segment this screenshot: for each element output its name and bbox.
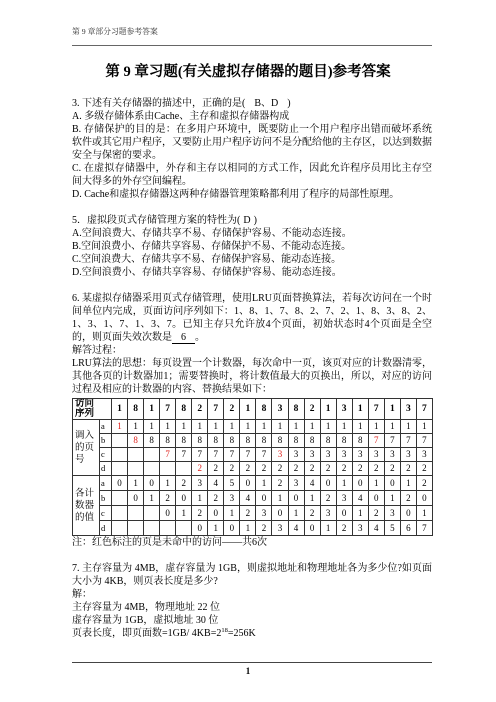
table-cell: 1 xyxy=(208,521,224,536)
sequence-header-label-text: 访问序列 xyxy=(75,399,95,419)
table-cell xyxy=(112,462,128,476)
table-cell: 2 xyxy=(352,462,368,476)
table-cell: 4 xyxy=(208,476,224,491)
table-cell: 1 xyxy=(352,506,368,521)
sequence-cell: 1 xyxy=(112,399,128,420)
table-cell: 2 xyxy=(160,491,176,506)
table-cell: 8 xyxy=(288,434,304,448)
table-cell: 1 xyxy=(288,420,304,434)
table-cell: 3 xyxy=(368,448,384,462)
group-label xyxy=(73,476,100,536)
table-row xyxy=(73,491,433,506)
question-3 xyxy=(72,97,432,201)
table-cell: 1 xyxy=(416,506,432,521)
table-cell: 2 xyxy=(384,462,400,476)
table-cell xyxy=(128,448,144,462)
table-cell: 7 xyxy=(240,448,256,462)
table-cell: 1 xyxy=(304,420,320,434)
footer-rule xyxy=(72,662,432,663)
table-cell: 2 xyxy=(288,462,304,476)
table-cell: 6 xyxy=(400,521,416,536)
table-cell: 0 xyxy=(256,491,272,506)
table-cell xyxy=(144,448,160,462)
frame-label: c xyxy=(100,448,112,462)
table-cell xyxy=(112,506,128,521)
table-cell: 3 xyxy=(320,448,336,462)
table-cell xyxy=(176,521,192,536)
table-cell: 3 xyxy=(352,448,368,462)
table-cell: 4 xyxy=(352,491,368,506)
table-cell: 1 xyxy=(208,420,224,434)
table-cell: 4 xyxy=(304,476,320,491)
question-3-option-b: B. 存储保护的目的是：在多用户环境中，既要防止一个用户程序出错而破坏系统软件或其它用户程序，又要防止用户程序访问不是分配给他的主存区，以达到数据安全与保密的要求。 xyxy=(72,124,432,161)
table-cell: 0 xyxy=(368,491,384,506)
table-cell xyxy=(128,521,144,536)
question-5-option-d: D.空间浪费小、存储共享容易、存储保护容易、能动态连接。 xyxy=(72,267,342,278)
question-5-answer: D xyxy=(243,215,251,226)
table-cell: 3 xyxy=(272,521,288,536)
table-row xyxy=(73,521,433,536)
page-title: 第 9 章习题(有关虚拟存储器的题目)参考答案 xyxy=(105,64,391,80)
table-cell: 7 xyxy=(256,448,272,462)
table-cell: 1 xyxy=(256,476,272,491)
group-label-text: 调入的页号 xyxy=(75,430,95,465)
sequence-cell: 7 xyxy=(208,399,224,420)
question-5-option-b: B.空间浪费小、存储共享容易、存储保护不易、不能动态连接。 xyxy=(72,241,352,252)
table-cell: 0 xyxy=(224,521,240,536)
table-cell: 0 xyxy=(112,476,128,491)
table-cell: 1 xyxy=(192,420,208,434)
question-7-solution-heading: 解： xyxy=(72,589,92,600)
sequence-cell: 2 xyxy=(224,399,240,420)
table-cell: 2 xyxy=(320,462,336,476)
frame-label: a xyxy=(100,420,112,434)
table-cell: 1 xyxy=(144,420,160,434)
pages-formula-exponent: 18 xyxy=(221,627,228,634)
lru-table-header-row xyxy=(73,399,433,420)
question-6-stem xyxy=(72,292,432,344)
question-5-stem-end: ) xyxy=(253,215,257,226)
table-cell: 0 xyxy=(144,476,160,491)
table-cell: 0 xyxy=(160,506,176,521)
table-cell: 3 xyxy=(336,448,352,462)
table-cell: 3 xyxy=(288,476,304,491)
table-cell xyxy=(128,462,144,476)
table-cell: 0 xyxy=(416,491,432,506)
question-7 xyxy=(72,562,432,640)
table-cell: 3 xyxy=(288,448,304,462)
table-cell: 1 xyxy=(320,420,336,434)
question-5-option-a: A.空间浪费大、存储共享不易、存储保护容易、不能动态连接。 xyxy=(72,228,352,239)
table-cell: 2 xyxy=(400,462,416,476)
sequence-cell: 2 xyxy=(304,399,320,420)
header-rule xyxy=(72,45,432,46)
table-cell: 3 xyxy=(352,521,368,536)
table-cell xyxy=(144,521,160,536)
table-cell: 2 xyxy=(336,521,352,536)
sequence-cell: 1 xyxy=(384,399,400,420)
table-cell: 1 xyxy=(400,420,416,434)
table-cell: 8 xyxy=(208,434,224,448)
question-7-line-pages xyxy=(72,627,432,640)
table-cell: 5 xyxy=(384,521,400,536)
sequence-cell: 3 xyxy=(336,399,352,420)
lru-table-body xyxy=(73,420,433,536)
table-cell: 7 xyxy=(192,448,208,462)
table-row xyxy=(73,448,433,462)
miss-cell: 7 xyxy=(160,448,176,462)
table-cell: 8 xyxy=(320,434,336,448)
table-cell: 4 xyxy=(240,491,256,506)
table-cell: 1 xyxy=(272,491,288,506)
table-cell: 1 xyxy=(352,420,368,434)
table-cell: 3 xyxy=(416,448,432,462)
sequence-cell: 1 xyxy=(144,399,160,420)
question-3-stem-end: ) xyxy=(287,98,291,109)
question-7-line-physical: 主存容量为 4MB，物理地址 22 位 xyxy=(72,602,221,613)
table-cell: 7 xyxy=(176,448,192,462)
sequence-cell: 8 xyxy=(176,399,192,420)
table-cell xyxy=(160,462,176,476)
table-cell: 1 xyxy=(336,420,352,434)
table-cell: 0 xyxy=(208,506,224,521)
sequence-cell: 7 xyxy=(416,399,432,420)
miss-cell: 8 xyxy=(128,434,144,448)
sequence-header-label xyxy=(73,399,112,420)
table-cell: 3 xyxy=(384,448,400,462)
table-cell: 0 xyxy=(192,521,208,536)
sequence-cell: 2 xyxy=(192,399,208,420)
question-3-stem-text: 3. 下述有关存储器的描述中，正确的是( xyxy=(72,98,246,109)
table-cell: 0 xyxy=(240,476,256,491)
table-cell: 8 xyxy=(192,434,208,448)
table-cell: 2 xyxy=(400,491,416,506)
table-cell: 0 xyxy=(304,521,320,536)
group-label xyxy=(73,420,100,476)
table-cell: 8 xyxy=(256,434,272,448)
table-cell: 1 xyxy=(384,420,400,434)
table-cell: 1 xyxy=(128,476,144,491)
question-3-option-d: D. Cache和虚拟存储器这两种存储器管理策略都利用了程序的局部性原理。 xyxy=(72,189,400,200)
table-cell: 2 xyxy=(208,462,224,476)
table-cell: 2 xyxy=(272,476,288,491)
table-row xyxy=(73,476,433,491)
running-header: 第 9 章部分习题参考答案 xyxy=(72,27,158,36)
table-cell: 2 xyxy=(272,462,288,476)
miss-cell: 7 xyxy=(368,434,384,448)
question-3-option-a: A. 多级存储体系由Cache、主存和虚拟存储器构成 xyxy=(72,111,290,122)
table-cell xyxy=(128,506,144,521)
miss-cell: 2 xyxy=(192,462,208,476)
table-cell: 7 xyxy=(384,434,400,448)
question-5-option-c: C.空间浪费大、存储共享不易、存储保护容易、能动态连接。 xyxy=(72,254,342,265)
frame-label: d xyxy=(100,521,112,536)
table-cell: 8 xyxy=(304,434,320,448)
table-cell: 1 xyxy=(224,506,240,521)
table-cell: 8 xyxy=(352,434,368,448)
miss-cell: 3 xyxy=(272,448,288,462)
table-cell: 0 xyxy=(352,476,368,491)
table-cell: 8 xyxy=(272,434,288,448)
page-number: 1 xyxy=(245,666,251,676)
table-cell: 2 xyxy=(368,462,384,476)
table-cell: 1 xyxy=(256,420,272,434)
table-cell: 8 xyxy=(224,434,240,448)
pages-formula-suffix: =256K xyxy=(227,628,256,639)
table-cell xyxy=(144,462,160,476)
table-cell: 2 xyxy=(336,462,352,476)
question-7-stem: 7. 主存容量为 4MB，虚存容量为 1GB，则虚拟地址和物理地址各为多少位?如页面大小为 4KB，则页表长度是多少? xyxy=(72,563,432,587)
question-6 xyxy=(72,292,432,549)
table-cell: 1 xyxy=(160,420,176,434)
question-3-stem xyxy=(72,97,432,110)
question-5 xyxy=(72,214,432,279)
table-row xyxy=(73,462,433,476)
table-cell: 1 xyxy=(160,476,176,491)
question-6-explanation: LRU算法的思想：每页设置一个计数器，每次命中一页，该页对应的计数器清零，其他各页的计数器加1；需要替换时，将计数值最大的页换出，所以，对应的访问过程及相应的计数器的内容、替换结果如下： xyxy=(72,358,432,395)
sequence-cell: 7 xyxy=(160,399,176,420)
table-cell: 3 xyxy=(336,491,352,506)
sequence-cell: 3 xyxy=(400,399,416,420)
table-cell: 1 xyxy=(416,420,432,434)
document-body xyxy=(72,97,432,640)
table-cell: 0 xyxy=(336,506,352,521)
table-cell: 4 xyxy=(368,521,384,536)
table-cell: 7 xyxy=(400,434,416,448)
table-cell: 1 xyxy=(240,521,256,536)
table-row xyxy=(73,506,433,521)
sequence-cell: 8 xyxy=(256,399,272,420)
table-cell: 7 xyxy=(224,448,240,462)
table-cell: 3 xyxy=(224,491,240,506)
table-cell: 5 xyxy=(224,476,240,491)
table-cell: 1 xyxy=(128,420,144,434)
table-cell: 0 xyxy=(176,491,192,506)
table-cell: 2 xyxy=(256,521,272,536)
table-cell: 3 xyxy=(320,506,336,521)
lru-table xyxy=(72,398,433,536)
table-cell: 1 xyxy=(368,476,384,491)
table-cell: 2 xyxy=(320,491,336,506)
frame-label: d xyxy=(100,462,112,476)
table-cell: 1 xyxy=(176,506,192,521)
table-cell: 1 xyxy=(336,476,352,491)
table-cell: 0 xyxy=(320,476,336,491)
table-cell: 3 xyxy=(304,448,320,462)
table-cell: 1 xyxy=(224,420,240,434)
table-cell: 1 xyxy=(400,476,416,491)
table-cell: 1 xyxy=(368,420,384,434)
table-cell: 0 xyxy=(272,506,288,521)
table-cell: 2 xyxy=(304,462,320,476)
table-cell: 3 xyxy=(384,506,400,521)
table-cell: 7 xyxy=(416,521,432,536)
table-cell: 2 xyxy=(416,476,432,491)
table-cell: 2 xyxy=(176,476,192,491)
table-cell: 3 xyxy=(400,448,416,462)
table-cell: 1 xyxy=(304,491,320,506)
table-cell: 1 xyxy=(176,420,192,434)
table-cell: 1 xyxy=(144,491,160,506)
table-cell xyxy=(112,448,128,462)
table-cell xyxy=(144,506,160,521)
table-cell: 8 xyxy=(144,434,160,448)
table-cell: 8 xyxy=(176,434,192,448)
table-note: 注：红色标注的页是未命中的访问——共6次 xyxy=(72,537,267,548)
frame-label: b xyxy=(100,491,112,506)
question-7-line-virtual: 虚存容量为 1GB，虚拟地址 30 位 xyxy=(72,615,219,626)
sequence-cell: 1 xyxy=(352,399,368,420)
miss-cell: 1 xyxy=(112,420,128,434)
question-6-answer: 6 xyxy=(172,332,195,344)
question-3-answer: B、D xyxy=(254,98,279,109)
table-cell: 2 xyxy=(240,462,256,476)
question-5-stem-text: 5．虚拟段页式存储管理方案的特性为( xyxy=(72,215,241,226)
table-cell: 2 xyxy=(368,506,384,521)
table-cell: 7 xyxy=(208,448,224,462)
table-cell: 0 xyxy=(128,491,144,506)
table-cell: 2 xyxy=(416,462,432,476)
question-5-stem xyxy=(72,214,432,227)
table-cell: 1 xyxy=(192,491,208,506)
sequence-cell: 7 xyxy=(368,399,384,420)
table-cell: 8 xyxy=(160,434,176,448)
sequence-cell: 1 xyxy=(240,399,256,420)
table-cell: 2 xyxy=(256,462,272,476)
question-6-solution-heading: 解答过程： xyxy=(72,345,122,356)
table-cell: 4 xyxy=(288,521,304,536)
sequence-cell: 8 xyxy=(128,399,144,420)
table-row xyxy=(73,434,433,448)
table-cell: 1 xyxy=(272,420,288,434)
table-cell xyxy=(112,521,128,536)
frame-label: c xyxy=(100,506,112,521)
sequence-cell: 8 xyxy=(288,399,304,420)
table-row xyxy=(73,420,433,434)
table-cell: 1 xyxy=(240,420,256,434)
frame-label: a xyxy=(100,476,112,491)
sequence-cell: 1 xyxy=(320,399,336,420)
table-cell: 8 xyxy=(336,434,352,448)
table-cell: 3 xyxy=(192,476,208,491)
table-cell: 2 xyxy=(192,506,208,521)
table-cell: 8 xyxy=(240,434,256,448)
table-cell: 1 xyxy=(320,521,336,536)
table-cell: 1 xyxy=(288,506,304,521)
table-cell: 0 xyxy=(384,476,400,491)
table-cell xyxy=(176,462,192,476)
table-cell: 0 xyxy=(400,506,416,521)
table-cell: 2 xyxy=(224,462,240,476)
sequence-cell: 3 xyxy=(272,399,288,420)
pages-formula-prefix: 页表长度，即页面数=1GB/ 4KB=2 xyxy=(72,628,222,639)
table-cell: 2 xyxy=(304,506,320,521)
table-cell xyxy=(160,521,176,536)
table-cell xyxy=(112,491,128,506)
group-label-text: 各计数器的值 xyxy=(75,488,95,523)
table-cell: 3 xyxy=(256,506,272,521)
table-cell xyxy=(112,434,128,448)
table-cell: 2 xyxy=(240,506,256,521)
table-cell: 7 xyxy=(416,434,432,448)
table-cell: 2 xyxy=(208,491,224,506)
frame-label: b xyxy=(100,434,112,448)
question-3-option-c: C. 在虚拟存储器中，外存和主存以相同的方式工作，因此允许程序员用比主存空间大得多的外存空间编程。 xyxy=(72,163,432,187)
question-6-stem-text: 6. 某虚拟存储器采用页式存储管理，使用LRU页面替换算法，若每次访问在一个时间单位内完成，页面访问序列如下：1、8、1、7、8、2、7、2、1、8、3、8、2、1、3、1、7、1、3、7。已知主存只允许放4个页面，初始状态时4个页面是全空的，则页面失效次数是 xyxy=(72,293,432,343)
table-cell: 1 xyxy=(384,491,400,506)
table-cell: 0 xyxy=(288,491,304,506)
question-6-stem-end: 。 xyxy=(195,332,205,343)
